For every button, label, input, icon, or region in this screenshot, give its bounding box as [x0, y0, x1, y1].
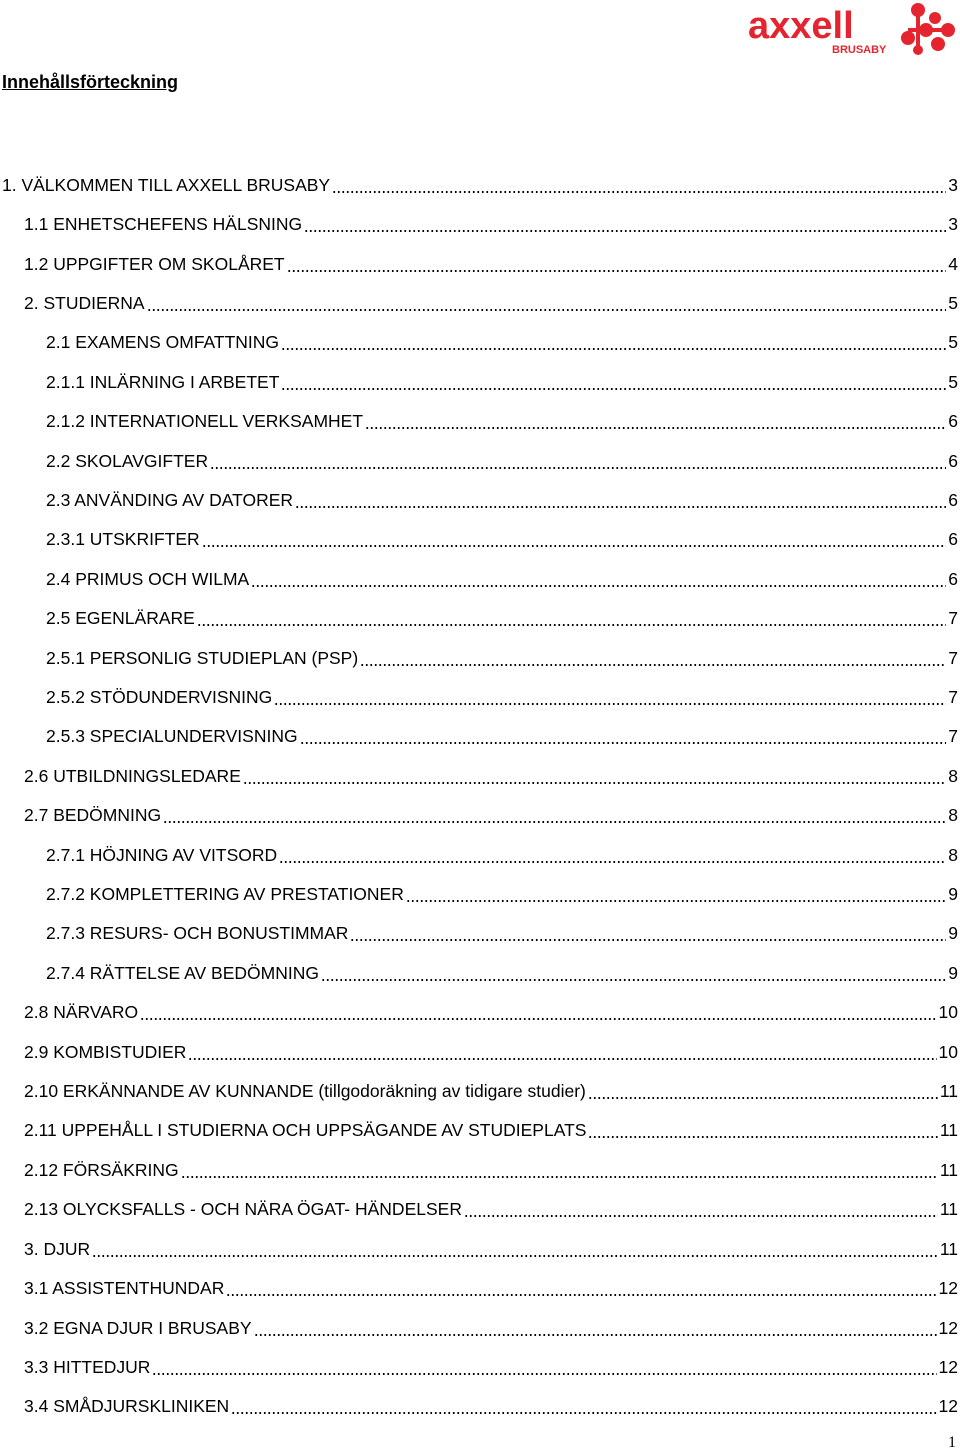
- dot-leader: [197, 607, 946, 629]
- toc-entry[interactable]: [24, 1076, 958, 1102]
- toc-entry[interactable]: [46, 958, 958, 984]
- toc-entry[interactable]: [24, 800, 958, 826]
- toc-entry-page: 5: [948, 293, 958, 313]
- toc-entry[interactable]: [24, 1273, 958, 1299]
- dot-leader: [300, 725, 947, 747]
- toc-entry-label: 2.13 OLYCKSFALLS - OCH NÄRA ÖGAT- HÄNDELSER: [24, 1199, 462, 1219]
- toc-entry[interactable]: [46, 446, 958, 472]
- logo-wordmark: axxell: [748, 5, 854, 47]
- toc-entry-label: 2.2 SKOLAVGIFTER: [46, 451, 209, 471]
- logo-subtitle: BRUSABY: [832, 44, 887, 56]
- toc-entry-label: 2.5 EGENLÄRARE: [46, 608, 195, 628]
- toc-entry[interactable]: [46, 918, 958, 944]
- toc-entry[interactable]: [24, 1313, 958, 1339]
- toc-entry-page: 12: [938, 1318, 958, 1338]
- toc-entry-label: 2.7 BEDÖMNING: [24, 805, 162, 825]
- toc-entry-page: 6: [948, 529, 958, 549]
- toc-entry-page: 5: [948, 372, 958, 392]
- dot-leader: [181, 1159, 938, 1181]
- dot-leader: [226, 1277, 936, 1299]
- toc-entry-page: 3: [948, 175, 958, 195]
- toc-entry[interactable]: [46, 643, 958, 669]
- toc-entry-label: 2.5.2 STÖDUNDERVISNING: [46, 687, 273, 707]
- toc-entry-label: 2.1.2 INTERNATIONELL VERKSAMHET: [46, 411, 364, 431]
- toc-entry[interactable]: [46, 485, 958, 511]
- toc-entry[interactable]: [24, 1115, 958, 1141]
- dot-leader: [287, 253, 947, 275]
- toc-entry-page: 12: [938, 1357, 958, 1377]
- dot-leader: [163, 804, 946, 826]
- toc-entry-page: 6: [948, 411, 958, 431]
- toc-entry-label: 2.11 UPPEHÅLL I STUDIERNA OCH UPPSÄGANDE AV STUDIEPLATS: [24, 1120, 587, 1140]
- toc-entry-page: 7: [948, 608, 958, 628]
- toc-entry-label: 3.2 EGNA DJUR I BRUSABY: [24, 1318, 252, 1338]
- toc-entry-page: 8: [948, 845, 958, 865]
- toc-entry-page: 11: [939, 1239, 958, 1259]
- toc-entry-label: 2.7.2 KOMPLETTERING AV PRESTATIONER: [46, 884, 404, 904]
- toc-entry[interactable]: [46, 327, 958, 353]
- toc-entry-page: 7: [948, 726, 958, 746]
- toc-entry-page: 12: [938, 1278, 958, 1298]
- dot-leader: [406, 883, 946, 905]
- toc-entry[interactable]: [24, 249, 958, 275]
- toc-entry-page: 11: [939, 1199, 958, 1219]
- toc-entry-label: 2.12 FÖRSÄKRING: [24, 1160, 179, 1180]
- toc-entry-page: 11: [939, 1081, 958, 1101]
- toc-entry[interactable]: [46, 682, 958, 708]
- dot-leader: [281, 331, 946, 353]
- toc-entry-label: 2.10 ERKÄNNANDE AV KUNNANDE (tillgodoräkning av tidigare studier): [24, 1081, 586, 1101]
- dot-leader: [243, 765, 946, 787]
- toc-entry-page: 5: [948, 332, 958, 352]
- toc-entry-label: 3.1 ASSISTENTHUNDAR: [24, 1278, 225, 1298]
- toc-entry-page: 9: [948, 884, 958, 904]
- toc-entry-page: 3: [948, 214, 958, 234]
- dot-leader: [365, 410, 946, 432]
- dot-leader: [92, 1238, 938, 1260]
- dot-leader: [360, 647, 946, 669]
- toc-entry[interactable]: [24, 288, 958, 314]
- toc-entry-page: 11: [939, 1160, 958, 1180]
- toc-heading: Innehållsförteckning: [2, 72, 179, 92]
- toc-entry[interactable]: [24, 997, 958, 1023]
- dot-leader: [202, 528, 947, 550]
- toc-entry-page: 10: [938, 1002, 958, 1022]
- toc-entry-label: 2.6 UTBILDNINGSLEDARE: [24, 766, 241, 786]
- toc-entry[interactable]: [46, 406, 958, 432]
- dot-leader: [152, 1356, 936, 1378]
- toc-entry-label: 1.2 UPPGIFTER OM SKOLÅRET: [24, 254, 285, 274]
- toc-entry[interactable]: [24, 761, 958, 787]
- dot-leader: [304, 213, 946, 235]
- dot-leader: [295, 489, 946, 511]
- toc-entry-label: 2.5.1 PERSONLIG STUDIEPLAN (PSP): [46, 648, 359, 668]
- toc-entry-label: 2.5.3 SPECIALUNDERVISNING: [46, 726, 298, 746]
- toc-entry[interactable]: [24, 1391, 958, 1417]
- toc-entry-label: 3. DJUR: [24, 1239, 91, 1259]
- toc-entry-page: 8: [948, 805, 958, 825]
- toc-entry-page: 7: [948, 648, 958, 668]
- toc-entry-label: 2.9 KOMBISTUDIER: [24, 1042, 187, 1062]
- dot-leader: [464, 1198, 938, 1220]
- toc-entry-label: 2.7.4 RÄTTELSE AV BEDÖMNING: [46, 963, 319, 983]
- toc-entry-label: 3.4 SMÅDJURSKLINIKEN: [24, 1396, 230, 1416]
- toc-entry[interactable]: [2, 170, 958, 196]
- toc-entry[interactable]: [24, 1155, 958, 1181]
- toc-entry-label: 2. STUDIERNA: [24, 293, 145, 313]
- toc-entry[interactable]: [24, 209, 958, 235]
- dot-leader: [188, 1041, 936, 1063]
- toc-entry-page: 6: [948, 569, 958, 589]
- toc-entry-page: 9: [948, 923, 958, 943]
- toc-entry-label: 1. VÄLKOMMEN TILL AXXELL BRUSABY: [2, 175, 331, 195]
- toc-entry-label: 2.4 PRIMUS OCH WILMA: [46, 569, 250, 589]
- toc-entry-page: 10: [938, 1042, 958, 1062]
- dot-leader: [281, 371, 946, 393]
- toc-entry-page: 11: [939, 1120, 958, 1140]
- toc-entry[interactable]: [46, 603, 958, 629]
- page-number: 1: [948, 1434, 956, 1451]
- toc-entry[interactable]: [24, 1194, 958, 1220]
- toc-entry-page: 9: [948, 963, 958, 983]
- toc-entry[interactable]: [46, 721, 958, 747]
- dot-leader: [321, 962, 946, 984]
- toc-entry-page: 12: [938, 1396, 958, 1416]
- toc-entry-label: 2.8 NÄRVARO: [24, 1002, 139, 1022]
- toc-entry-label: 2.7.1 HÖJNING AV VITSORD: [46, 845, 278, 865]
- toc-entry[interactable]: [46, 524, 958, 550]
- toc-entry[interactable]: [24, 1037, 958, 1063]
- dot-leader: [350, 922, 946, 944]
- toc-entry[interactable]: [46, 879, 958, 905]
- dot-leader: [274, 686, 946, 708]
- toc-entry[interactable]: [46, 564, 958, 590]
- toc-entry-page: 6: [948, 451, 958, 471]
- dot-leader: [140, 1001, 936, 1023]
- toc-entry-label: 1.1 ENHETSCHEFENS HÄLSNING: [24, 214, 303, 234]
- dot-leader: [251, 568, 946, 590]
- dot-leader: [279, 844, 946, 866]
- toc-entry-label: 2.1.1 INLÄRNING I ARBETET: [46, 372, 280, 392]
- toc-entry-label: 2.1 EXAMENS OMFATTNING: [46, 332, 280, 352]
- toc-entry-page: 7: [948, 687, 958, 707]
- dot-leader: [254, 1317, 937, 1339]
- toc-entry-page: 8: [948, 766, 958, 786]
- toc-entry-label: 2.3.1 UTSKRIFTER: [46, 529, 200, 549]
- toc-entry[interactable]: [24, 1234, 958, 1260]
- toc-entry-page: 6: [948, 490, 958, 510]
- toc-entry-label: 2.3 ANVÄNDING AV DATORER: [46, 490, 294, 510]
- toc-entry[interactable]: [46, 367, 958, 393]
- toc-entry-label: 3.3 HITTEDJUR: [24, 1357, 151, 1377]
- toc-entry[interactable]: [24, 1352, 958, 1378]
- dot-leader: [588, 1119, 937, 1141]
- dot-leader: [210, 450, 946, 472]
- toc-entry-page: 4: [948, 254, 958, 274]
- toc-entry[interactable]: [46, 840, 958, 866]
- dot-leader: [332, 174, 946, 196]
- toc-entry-label: 2.7.3 RESURS- OCH BONUSTIMMAR: [46, 923, 349, 943]
- dot-leader: [588, 1080, 938, 1102]
- dot-leader: [147, 292, 947, 314]
- dot-leader: [231, 1395, 936, 1417]
